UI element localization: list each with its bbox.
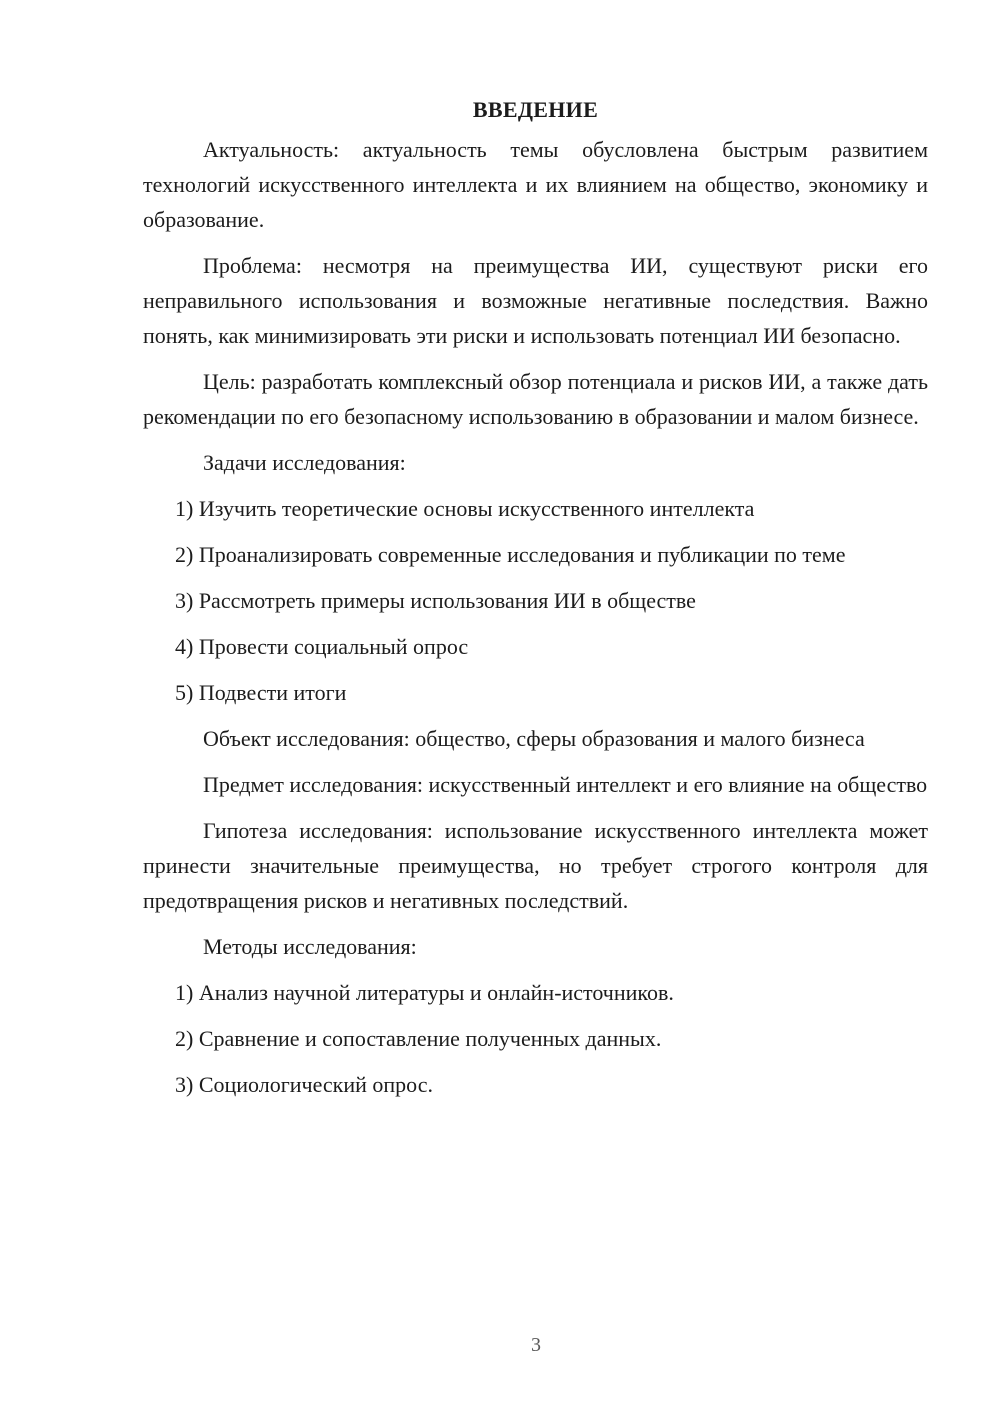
list-item-method-1: 1) Анализ научной литературы и онлайн-источников. <box>175 980 674 1005</box>
list-item-method-3: 3) Социологический опрос. <box>175 1072 433 1097</box>
paragraph-subject: Предмет исследования: искусственный интеллект и его влияние на общество <box>203 772 928 797</box>
page-content <box>143 92 928 1113</box>
section-title: ВВЕДЕНИЕ <box>472 97 599 122</box>
paragraph-problem: Проблема: несмотря на преимущества ИИ, существуют риски его неправильного использования и возможные негативные последствия. Важно понять, как минимизировать эти риски и использовать потенциал ИИ безопасно. <box>143 253 928 348</box>
paragraph-goal: Цель: разработать комплексный обзор потенциала и рисков ИИ, а также дать рекомендации по его безопасному использованию в образовании и малом бизнесе. <box>143 369 928 429</box>
list-item-task-2: 2) Проанализировать современные исследования и публикации по теме <box>175 542 846 567</box>
list-item-method-2: 2) Сравнение и сопоставление полученных данных. <box>175 1026 662 1051</box>
page-number: 3 <box>531 1334 541 1356</box>
list-item-task-3: 3) Рассмотреть примеры использования ИИ в обществе <box>175 588 696 613</box>
paragraph-relevance: Актуальность: актуальность темы обусловлена быстрым развитием технологий искусственного интеллекта и их влиянием на общество, экономику и образование. <box>143 137 928 232</box>
paragraph-methods-heading: Методы исследования: <box>203 934 417 959</box>
list-item-task-4: 4) Провести социальный опрос <box>175 634 469 659</box>
paragraph-object: Объект исследования: общество, сферы образования и малого бизнеса <box>203 726 865 751</box>
paragraph-tasks-heading: Задачи исследования: <box>203 450 406 475</box>
list-item-task-1: 1) Изучить теоретические основы искусственного интеллекта <box>175 496 755 521</box>
list-item-task-5: 5) Подвести итоги <box>175 680 347 705</box>
paragraph-hypothesis: Гипотеза исследования: использование искусственного интеллекта может принести значительные преимущества, но требует строгого контроля для предотвращения рисков и негативных последствий. <box>143 818 928 913</box>
